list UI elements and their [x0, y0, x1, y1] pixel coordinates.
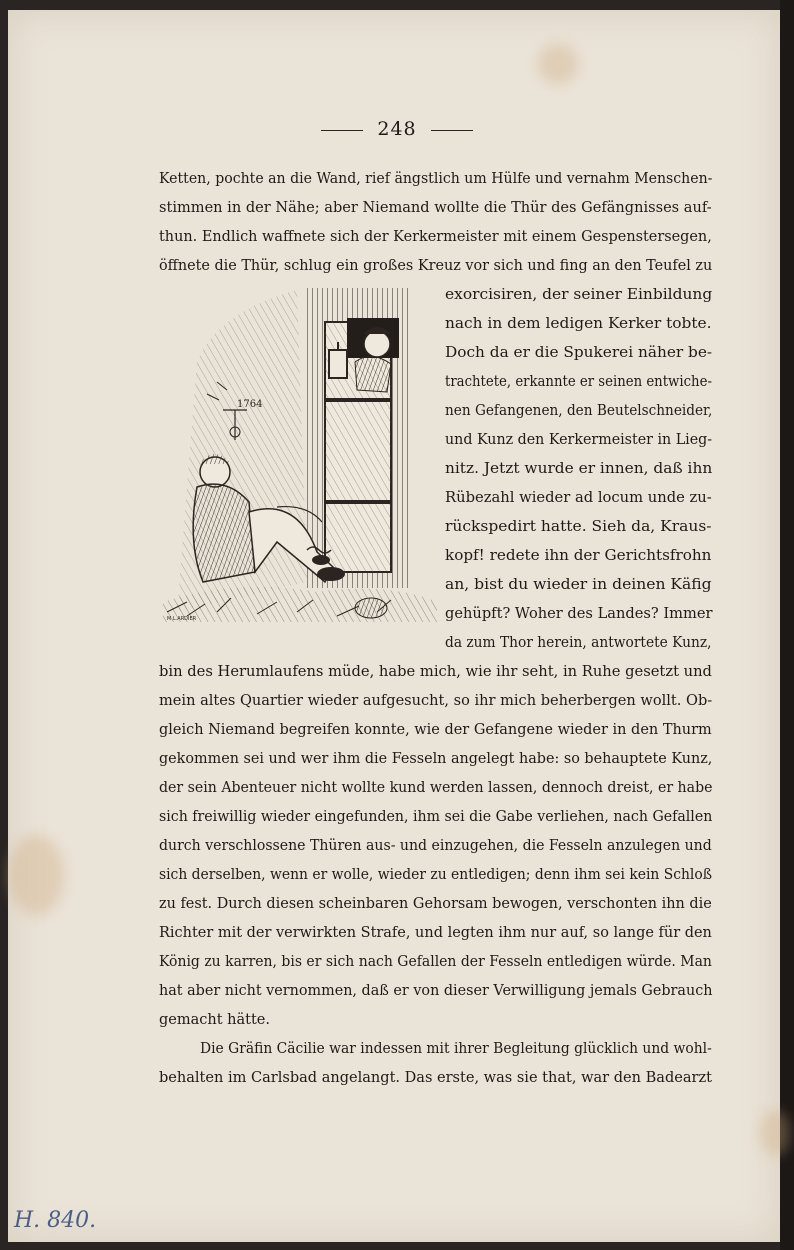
text-line: gehüpft? Woher des Landes? Immer	[445, 606, 713, 622]
text-line: thun. Endlich waffnete sich der Kerkermeister mit einem Gespenstersegen,	[159, 229, 712, 245]
text-line: bin des Herumlaufens müde, habe mich, wie ihr seht, in Ruhe gesetzt und	[159, 664, 712, 680]
artist-signature: M.L.ARDIER	[167, 616, 197, 622]
jailer-face	[364, 331, 390, 357]
header-rule-right	[431, 130, 473, 131]
text-line: zu fest. Durch diesen scheinbaren Gehorsam bewogen, verschonten ihn die	[159, 896, 712, 912]
paper-stain	[538, 44, 578, 84]
paper-stain	[760, 1110, 790, 1156]
illustration-prisoner-cell	[157, 282, 443, 638]
text-line: öffnete die Thür, schlug ein großes Kreuz vor sich und fing an den Teufel zu	[159, 258, 713, 274]
text-line: sich freiwillig wieder eingefunden, ihm sei die Gabe verliehen, nach Gefallen	[159, 809, 713, 825]
text-line: stimmen in der Nähe; aber Niemand wollte die Thür des Gefängnisses auf-	[159, 200, 712, 216]
text-line: Rübezahl wieder ad locum unde zu-	[445, 490, 712, 506]
page-number: 248	[377, 118, 417, 140]
prisoner-shoe	[317, 567, 345, 581]
text-line: und Kunz den Kerkermeister in Lieg-	[445, 432, 713, 448]
paper-stain	[8, 835, 64, 915]
text-line: nach in dem ledigen Kerker tobte.	[445, 316, 712, 332]
text-line: durch verschlossene Thüren aus- und einzugehen, die Fesseln anzulegen und	[159, 838, 712, 854]
text-line: sich derselben, wenn er wolle, wieder zu entledigen; denn ihm sei kein Schloß	[159, 867, 712, 883]
text-line: nitz. Jetzt wurde er innen, daß ihn	[445, 461, 713, 477]
wall-graffiti: 1764	[237, 399, 263, 410]
lantern	[329, 350, 347, 378]
page-header	[0, 118, 794, 140]
text-line: exorcisiren, der seiner Einbildung	[445, 287, 713, 303]
text-line: kopf! redete ihn der Gerichtsfrohn	[445, 548, 712, 564]
text-line: da zum Thor herein, antwortete Kunz,	[445, 635, 712, 651]
text-line: der sein Abenteuer nicht wollte kund werden lassen, dennoch dreist, er habe	[159, 780, 713, 796]
prisoner-body	[193, 484, 255, 582]
text-line: nen Gefangenen, den Beutelschneider,	[445, 403, 713, 419]
jug	[355, 598, 387, 618]
text-line: hat aber nicht vernommen, daß er von dieser Verwilligung jemals Gebrauch	[159, 983, 713, 999]
text-line: rückspedirt hatte. Sieh da, Kraus-	[445, 519, 712, 535]
text-line: gleich Niemand begreifen konnte, wie der Gefangene wieder in den Thurm	[159, 722, 712, 738]
text-line: gemacht hätte.	[159, 1012, 270, 1028]
text-line: an, bist du wieder in deinen Käfig	[445, 577, 712, 593]
paragraph-start-line: Die Gräfin Cäcilie war indessen mit ihrer Begleitung glücklich und wohl-	[200, 1041, 712, 1057]
text-line: gekommen sei und wer ihm die Fesseln angelegt habe: so behauptete Kunz,	[159, 751, 713, 767]
text-line: mein altes Quartier wieder aufgesucht, so ihr mich beherbergen wollt. Ob-	[159, 693, 713, 709]
text-line: Doch da er die Spukerei näher be-	[445, 345, 713, 361]
engraving-svg	[157, 282, 443, 638]
text-line: Richter mit der verwirkten Strafe, und legten ihm nur auf, so lange für den	[159, 925, 712, 941]
header-rule-left	[321, 130, 363, 131]
text-line: König zu karren, bis er sich nach Gefallen der Fesseln entledigen würde. Man	[159, 954, 712, 970]
text-line: behalten im Carlsbad angelangt. Das erste, was sie that, war den Badearzt	[159, 1070, 712, 1086]
text-line: Ketten, pochte an die Wand, rief ängstlich um Hülfe und vernahm Menschen-	[159, 171, 713, 187]
text-line: trachtete, erkannte er seinen entwiche-	[445, 374, 712, 390]
jailer-arm	[355, 356, 391, 392]
shelfmark: H. 840.	[14, 1208, 97, 1233]
scan-edge	[780, 0, 794, 1250]
